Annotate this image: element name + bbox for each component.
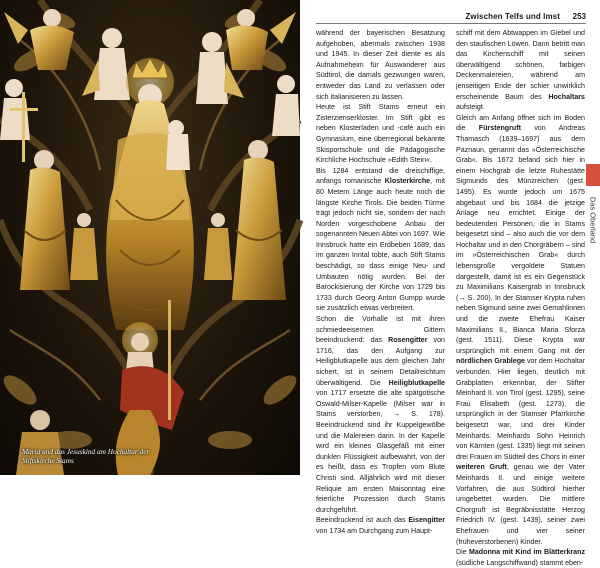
highlight-term: nördlichen Grablege xyxy=(456,357,526,366)
text-run: von 1717 ersetzte die alte spätgotische Oswald-Milser-Kapelle (Milser war in Stams verstorben, → S. 178). Beeindruckend sind ihr Kuppelgewölbe und die Malereien darin. In der Kapelle wird ein kleines Glasgefäß mit einer dunklen Flüssigkeit aufbewahrt, von der es heißt, dass es Tropfen vom Blute Christi sind. Alljährlich wird mit dieser Reliquie am ersten Maisonntag eine feierliche Prozession durch Stams durchgeführt. xyxy=(316,389,445,514)
text-run: , mit 80 Metern Länge auch heute noch die längste Kirche Tirols. Die beiden Türme trägt jedoch nicht sie, sondern der nach Norden vorgeschobene Anbau der sogenannten Neuen Abtei von 1697. Wie Innsbruck hatte ein Erdbeben 1689, das im ganzen Inntal tobte, auch Stift Stams beschädigt, so dass einige Neu- und Umbauten nötig wurden. Bei der Barockisierung der Kirche von 1729 bis 1733 durch Georg Anton Gumpp wurde sie zusätzlich etwas verbreitert. xyxy=(316,177,445,313)
highlight-term: Klosterkirche xyxy=(384,177,431,186)
paragraph xyxy=(316,28,445,102)
text-column-left xyxy=(316,28,445,535)
text-run: Die xyxy=(456,548,469,557)
page-number: 253 xyxy=(572,12,586,21)
header-rule xyxy=(316,23,586,24)
paragraph xyxy=(456,28,585,113)
text-column-right xyxy=(456,28,586,567)
text-run: aufsteigt. xyxy=(456,103,485,112)
text-run: Bis 1284 entstand die dreischiffige, anfangs romanische xyxy=(316,166,445,186)
paragraph xyxy=(456,547,585,568)
highlight-term: Hochaltars xyxy=(548,92,585,101)
text-run: von Andreas Thamasch (1639–1697) aus dem Paznaun, genannt das »Österreichische Grab«. Bis 1672 befand sich hier in einem Hochgrab die letzte Ruhestätte Sigmunds des Münzreichen (gest. 1495). Es wurde jedoch um 1675 abgebaut und bis 1684 die jetzige Anlage neu errichtet. Einige der bedeutenden Personen, die in Stams beigesetzt sind – also auch die vor dem Hochaltar und in den Chorgräbern – sind im »Österreichischen Grab« durch lebensgroße vergoldete Statuen dargestellt, damit ist es ein Gegenstück zu Maximilians Kaisergrab in Innsbruck (→ S. 200). In der Stamser Krypta ruhen neben Sigmund seine zwei Gemahlinnen und die zweite Ehefrau Kaiser Maximilians II., Bianca Maria Sforza (gest. 1511). Diese Krypta war ursprünglich mit einem Gang mit der xyxy=(456,124,585,355)
chapter-label-text: Das Oberland xyxy=(588,196,598,244)
paragraph xyxy=(316,166,445,314)
running-title: Zwischen Telfs und Imst xyxy=(465,12,560,21)
highlight-term: Madonna mit Kind im Blätterkranz xyxy=(468,548,585,557)
highlight-term: Eisengitter xyxy=(408,516,445,525)
photo-caption: Maria und das Jesuskind am Hochaltar der Stiftskirche Stams xyxy=(22,447,150,465)
text-run: Beeindruckend ist auch das xyxy=(316,516,409,525)
text-run: vor dem Hochaltar verbunden. Hier liegen, deutlich mit Grabplatten erkennbar, der Stifter Meinhard II. von Tirol (gest. 1295), seine Frau Elisabeth (gest. 1273), die ursprünglich in der Stamser Pfarrkirche beigesetzt war, und drei Kinder Meinhards. Meinhards Sohn Heinrich von Kärnten (gest. 1335) liegt mit seinen drei Frauen im Südteil des Chors in einer xyxy=(456,357,586,461)
text-run: Heute ist Stift Stams erneut ein Zisterzienserkloster. Im Stift gibt es neben Klosterladen und -café auch ein Gymnasium, eine überregional bekannte Skisportschule und die Pädagogische Kirchliche Hochschule »Edith Stein«. xyxy=(316,103,445,165)
text-run: , genau wie der Vater Meinhards II. und einige weitere Vorfahren, die aus Südtirol hierher umgebettet wurden. Die mittlere Chorgruft ist Begräbnisstätte Herzog Friedrich IV. (gest. 1439), seiner zwei Ehefrauen und vier seiner (früheverstorbenen) Kinder. xyxy=(456,463,585,546)
chapter-label xyxy=(586,190,600,250)
paragraph xyxy=(316,314,445,515)
altar-photo xyxy=(0,0,300,475)
highlight-term: Rosengitter xyxy=(388,336,428,345)
highlight-term: Heiligblutkapelle xyxy=(388,378,445,387)
altar-illustration xyxy=(0,0,300,475)
paragraph xyxy=(316,102,445,166)
page-header xyxy=(316,12,586,24)
paragraph xyxy=(456,113,585,547)
text-run: von 1734 am Durchgang zum Haupt- xyxy=(316,526,433,535)
text-run: während der bayerischen Besatzung aufgehoben, abermals zwischen 1938 und 1945. In dieser Zeit diente es als Aufnahmeheim für Auswanderer aus Südtirol, die damals gezwungen waren, entweder das Land zu verlassen oder sich italianisieren zu lassen. xyxy=(316,29,445,101)
chapter-tab xyxy=(586,164,600,186)
text-run: Gleich am Anfang öffnet sich im Boden die xyxy=(456,113,585,133)
highlight-term: Fürstengruft xyxy=(478,124,521,133)
text-run: (südliche Langschiffwand) stammt eben- xyxy=(456,558,584,567)
text-run: schiff mit dem Abtwappen im Giebel und den staufischen Löwen. Dann betritt man das Kirchenschiff mit seinen überwältigend schönen, farbigen Deckenmalereien, während am jenseitigen Ende der schier unwirklich erscheinende Baum des xyxy=(456,29,585,101)
paragraph xyxy=(316,515,445,536)
text-run: von 1716, das den Aufgang zur Heiligblutkapelle aus dem gleichen Jahr sichert, ist in seinem Detailreichtum überwältigend. Die xyxy=(316,336,445,387)
highlight-term: weiteren Gruft xyxy=(456,463,507,472)
text-run: Schon die Vorhalle ist mit ihren schmiedeeisernen Gittern beeindruckend: das xyxy=(316,315,445,345)
madonna-figure xyxy=(106,84,194,330)
